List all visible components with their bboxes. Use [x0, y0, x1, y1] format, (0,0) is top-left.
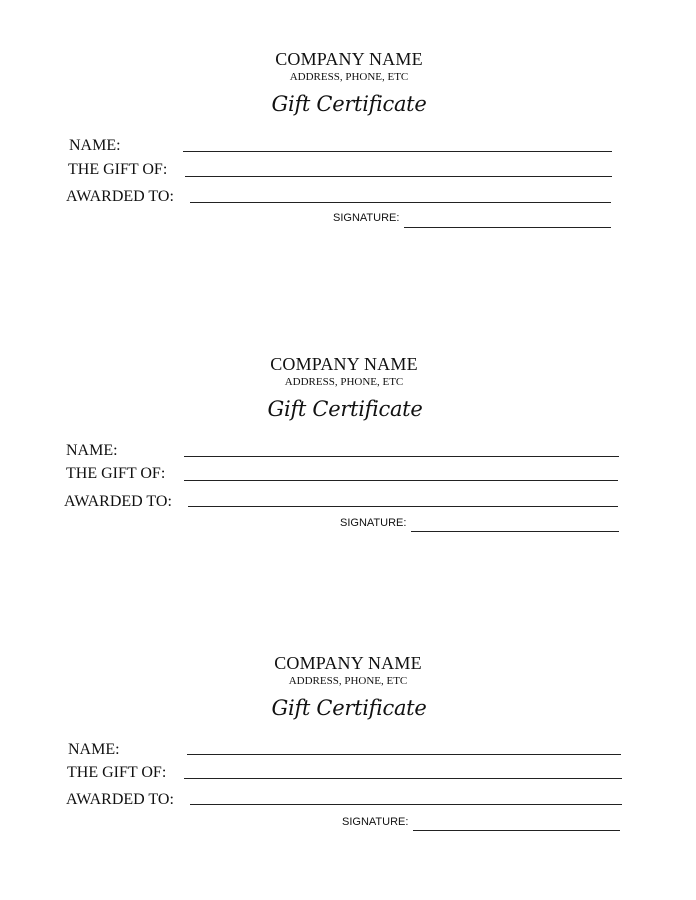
name-label: NAME:: [68, 741, 120, 758]
signature-label: SIGNATURE:: [340, 517, 407, 529]
signature-label: SIGNATURE:: [342, 816, 409, 828]
name-label: NAME:: [69, 137, 121, 154]
company-address: ADDRESS, PHONE, ETC: [288, 675, 408, 687]
gift-of-line[interactable]: [184, 778, 622, 779]
signature-line[interactable]: [404, 227, 611, 228]
awarded-to-label: AWARDED TO:: [66, 188, 174, 205]
gift-certificate-3: [0, 653, 696, 853]
company-name: COMPANY NAME: [275, 49, 423, 69]
awarded-to-line[interactable]: [190, 804, 622, 805]
company-address: ADDRESS, PHONE, ETC: [289, 71, 409, 83]
certificate-title: Gift Certificate: [271, 696, 427, 720]
signature-line[interactable]: [413, 830, 620, 831]
gift-of-label: THE GIFT OF:: [67, 764, 167, 781]
gift-of-label: THE GIFT OF:: [66, 465, 166, 482]
awarded-to-line[interactable]: [190, 202, 611, 203]
signature-label: SIGNATURE:: [333, 212, 400, 224]
awarded-to-line[interactable]: [188, 506, 618, 507]
gift-certificate-2: [0, 354, 696, 554]
company-address: ADDRESS, PHONE, ETC: [284, 376, 404, 388]
certificate-title: Gift Certificate: [271, 92, 427, 116]
name-line[interactable]: [187, 754, 621, 755]
certificate-title: Gift Certificate: [267, 397, 423, 421]
awarded-to-label: AWARDED TO:: [64, 493, 172, 510]
gift-certificate-1: [0, 49, 696, 249]
company-name: COMPANY NAME: [274, 653, 422, 673]
gift-of-label: THE GIFT OF:: [68, 161, 168, 178]
name-line[interactable]: [183, 151, 612, 152]
signature-line[interactable]: [411, 531, 619, 532]
name-label: NAME:: [66, 442, 118, 459]
awarded-to-label: AWARDED TO:: [66, 791, 174, 808]
company-name: COMPANY NAME: [270, 354, 418, 374]
gift-of-line[interactable]: [185, 176, 612, 177]
gift-of-line[interactable]: [184, 480, 618, 481]
name-line[interactable]: [184, 456, 619, 457]
